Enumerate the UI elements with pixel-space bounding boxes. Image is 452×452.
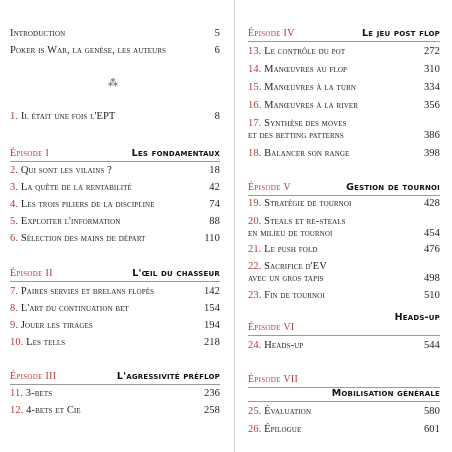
toc-entry-26[interactable] (248, 424, 440, 436)
episode-4-header (248, 26, 440, 42)
episode-label: Épisode II (10, 268, 53, 279)
entry-number: 5. (10, 216, 19, 227)
entry-page: 510 (423, 290, 440, 301)
entry-number: 1. (10, 111, 19, 122)
entry-number: 25. (248, 406, 262, 417)
toc-entry-14[interactable] (248, 64, 440, 76)
toc-right-column (248, 0, 440, 452)
entry-title: Poker is War, la genèse, les auteurs (10, 45, 167, 56)
ornament-icon: ⁂ (108, 78, 118, 89)
entry-page: 334 (423, 82, 440, 93)
entry-page: 6 (214, 45, 220, 56)
entry-number: 14. (248, 64, 262, 75)
toc-entry-24[interactable] (248, 340, 440, 352)
column-divider (234, 0, 235, 452)
toc-entry-2[interactable] (10, 165, 220, 177)
toc-entry-3[interactable] (10, 182, 220, 194)
toc-entry-25[interactable] (248, 406, 440, 418)
entry-number: 15. (248, 82, 262, 93)
toc-entry-introduction[interactable] (10, 28, 220, 40)
entry-title: La quête de la rentabilité (20, 182, 132, 193)
entry-number: 21. (248, 244, 262, 255)
entry-page: 398 (423, 148, 440, 159)
entry-number: 24. (248, 340, 262, 351)
toc-entry-1[interactable] (10, 111, 220, 123)
entry-title-line2: en milieu de tournoi (248, 228, 333, 239)
toc-entry-13[interactable] (248, 46, 440, 58)
entry-number: 19. (248, 198, 262, 209)
entry-page: 42 (209, 182, 220, 193)
toc-entry-23[interactable] (248, 290, 440, 302)
entry-title: Introduction (10, 28, 66, 39)
entry-page: 218 (203, 337, 220, 348)
entry-title: Les trois piliers de la discipline (20, 199, 155, 210)
toc-entry-15[interactable] (248, 82, 440, 94)
episode-label: Épisode V (248, 182, 291, 193)
entry-title: Sélection des mains de départ (20, 233, 146, 244)
entry-page: 88 (209, 216, 220, 227)
entry-title: Fin de tournoi (264, 290, 325, 301)
episode-5-header (248, 180, 440, 196)
episode-title: L'œil du chasseur (132, 268, 220, 279)
episode-title: Mobilisation générale (331, 388, 440, 399)
episode-label: Épisode VI (248, 322, 295, 333)
entry-title: Manœuvres à la turn (264, 82, 357, 93)
toc-entry-18[interactable] (248, 148, 440, 160)
entry-page: 258 (203, 405, 220, 416)
entry-number: 9. (10, 320, 19, 331)
toc-entry-4[interactable] (10, 199, 220, 211)
entry-number: 18. (248, 148, 262, 159)
entry-page: 110 (204, 233, 220, 244)
episode-title: L'agressivité préflop (116, 371, 220, 382)
toc-entry-21[interactable] (248, 244, 440, 256)
episode-3-header (10, 369, 220, 385)
toc-entry-11[interactable] (10, 388, 220, 400)
episode-title: Les fondamentaux (131, 148, 220, 159)
entry-number: 6. (10, 233, 19, 244)
toc-entry-poker-is-war[interactable] (10, 45, 220, 57)
entry-number: 16. (248, 100, 262, 111)
episode-label: Épisode III (10, 371, 57, 382)
entry-page: 498 (423, 273, 440, 284)
entry-page: 236 (203, 388, 220, 399)
entry-title: Manœuvres au flop (264, 64, 347, 75)
episode-6-header (248, 312, 440, 336)
entry-title: Sacrifice d'EV (264, 261, 327, 272)
entry-number: 26. (248, 424, 262, 435)
entry-title: Le push fold (264, 244, 318, 255)
entry-number: 12. (10, 405, 24, 416)
entry-title: 4-bets et Cie (26, 405, 81, 416)
entry-title: Il était une fois l'EPT (20, 111, 116, 122)
episode-title: Gestion de tournoi (346, 182, 440, 193)
toc-left-column (10, 0, 220, 452)
episode-label: Épisode IV (248, 28, 295, 39)
entry-title: Exploiter l'information (20, 216, 121, 227)
entry-page: 476 (423, 244, 440, 255)
entry-title: Jouer les tirages (20, 320, 93, 331)
entry-page: 5 (214, 28, 220, 39)
toc-entry-5[interactable] (10, 216, 220, 228)
toc-entry-20[interactable] (248, 216, 440, 240)
entry-page: 544 (423, 340, 440, 351)
episode-title: Le jeu post flop (362, 28, 440, 39)
toc-entry-19[interactable] (248, 198, 440, 210)
entry-title: Steals et re-steals (264, 216, 346, 227)
entry-page: 154 (203, 303, 220, 314)
toc-entry-17[interactable] (248, 118, 440, 142)
entry-page: 601 (423, 424, 440, 435)
toc-entry-10[interactable] (10, 337, 220, 349)
toc-entry-12[interactable] (10, 405, 220, 417)
episode-label: Épisode VII (248, 374, 299, 385)
entry-title: Synthèse des moves (264, 118, 347, 129)
entry-page: 310 (423, 64, 440, 75)
entry-number: 4. (10, 199, 19, 210)
toc-entry-6[interactable] (10, 233, 220, 245)
entry-number: 11. (10, 388, 24, 399)
entry-number: 17. (248, 118, 262, 129)
entry-number: 7. (10, 286, 19, 297)
episode-7-title-bar (248, 386, 440, 402)
entry-title: L'art du continuation bet (20, 303, 129, 314)
entry-page: 8 (214, 111, 220, 122)
toc-entry-9[interactable] (10, 320, 220, 332)
entry-number: 3. (10, 182, 19, 193)
entry-title: Qui sont les vilains ? (20, 165, 112, 176)
entry-title: Paires servies et brelans flopés (20, 286, 155, 297)
entry-number: 20. (248, 216, 262, 227)
entry-page: 454 (423, 228, 440, 239)
entry-title-line2: avec un gros tapis (248, 273, 324, 284)
entry-title: Épilogue (264, 424, 302, 435)
toc-entry-7[interactable] (10, 286, 220, 298)
entry-title: Manœuvres à la river (264, 100, 359, 111)
entry-title: Les tells (26, 337, 66, 348)
entry-page: 272 (423, 46, 440, 57)
entry-number: 13. (248, 46, 262, 57)
toc-entry-16[interactable] (248, 100, 440, 112)
entry-title: Évaluation (264, 406, 312, 417)
entry-title: Balancer son range (264, 148, 350, 159)
entry-number: 8. (10, 303, 19, 314)
entry-title: Le contrôle du pot (264, 46, 346, 57)
entry-title-line2: et des betting patterns (248, 130, 344, 141)
entry-page: 428 (423, 198, 440, 209)
entry-title: Heads-up (264, 340, 304, 351)
episode-1-header (10, 146, 220, 162)
entry-page: 356 (423, 100, 440, 111)
entry-page: 386 (423, 130, 440, 141)
entry-page: 74 (209, 199, 220, 210)
toc-entry-8[interactable] (10, 303, 220, 315)
episode-title: Heads-up (394, 312, 440, 323)
entry-number: 10. (10, 337, 24, 348)
episode-2-header (10, 266, 220, 282)
entry-number: 23. (248, 290, 262, 301)
entry-title: Stratégie de tournoi (264, 198, 352, 209)
entry-number: 2. (10, 165, 19, 176)
entry-page: 18 (209, 165, 220, 176)
entry-page: 194 (203, 320, 220, 331)
entry-page: 142 (203, 286, 220, 297)
episode-label: Épisode I (10, 148, 50, 159)
toc-entry-22[interactable] (248, 261, 440, 285)
entry-number: 22. (248, 261, 262, 272)
entry-page: 580 (423, 406, 440, 417)
entry-title: 3-bets (25, 388, 53, 399)
